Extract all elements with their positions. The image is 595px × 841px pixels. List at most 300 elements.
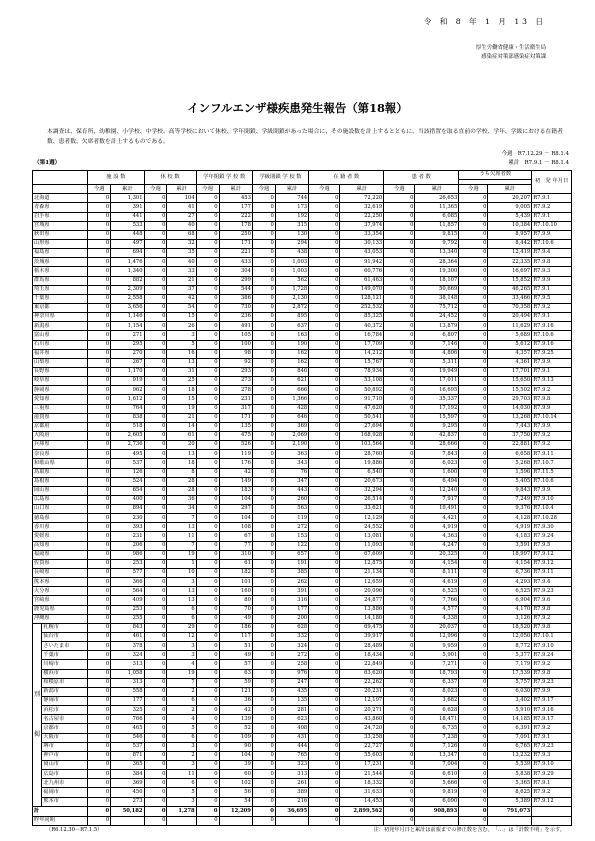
table-cell: 29,703: [488, 395, 532, 404]
table-cell: 0: [144, 194, 167, 203]
table-cell: 0: [309, 441, 340, 450]
table-cell: 0: [144, 706, 167, 715]
table-cell: 7,249: [488, 495, 532, 504]
table-cell: 7,126: [415, 742, 459, 751]
table-cell: 0: [309, 596, 340, 605]
table-cell: 0: [309, 669, 340, 678]
table-row: [33, 395, 572, 404]
table-cell: 0: [196, 797, 219, 806]
table-cell: 0: [309, 788, 340, 797]
table-cell: 0: [252, 212, 275, 221]
table-cell: 0: [459, 395, 488, 404]
table-cell: 24,552: [340, 523, 384, 532]
row-label: 佐賀県: [33, 559, 88, 568]
table-cell: 221: [219, 249, 252, 258]
table-cell: 1,340: [111, 267, 144, 276]
table-cell: 1,278: [167, 806, 196, 816]
table-cell: 104: [219, 495, 252, 504]
table-cell: 408: [275, 724, 308, 733]
header-cumulative: 累計: [219, 185, 252, 194]
table-cell: 0: [384, 486, 415, 495]
table-cell: 0: [459, 742, 488, 751]
table-cell: 0: [88, 267, 111, 276]
table-cell: 0: [88, 761, 111, 770]
table-cell: 18: [167, 459, 196, 468]
table-cell: 0: [384, 505, 415, 514]
table-cell: 0: [309, 294, 340, 303]
table-cell: 49: [219, 651, 252, 660]
first-date-cell: R7.11.5: [532, 468, 572, 477]
table-cell: 0: [309, 523, 340, 532]
table-cell: 0: [309, 322, 340, 331]
table-cell: 7,443: [488, 422, 532, 431]
table-cell: 0: [384, 687, 415, 696]
table-cell: 0: [459, 404, 488, 413]
table-cell: 0: [309, 678, 340, 687]
table-cell: 28: [167, 486, 196, 495]
table-cell: 63,620: [340, 669, 384, 678]
table-cell: 0: [88, 203, 111, 212]
table-cell: 0: [459, 258, 488, 267]
table-cell: 0: [88, 514, 111, 523]
table-cell: 273: [219, 377, 252, 386]
row-label: 名古屋市: [42, 715, 88, 724]
table-cell: 1,612: [111, 395, 144, 404]
table-cell: 0: [144, 303, 167, 312]
table-cell: 393: [111, 523, 144, 532]
table-cell: 0: [88, 459, 111, 468]
table-cell: 0: [88, 559, 111, 568]
table-cell: 0: [459, 230, 488, 239]
table-cell: 37,750: [488, 431, 532, 440]
table-cell: 0: [384, 761, 415, 770]
table-cell: 0: [459, 550, 488, 559]
table-cell: 69,475: [340, 623, 384, 632]
table-cell: 0: [144, 669, 167, 678]
table-cell: [111, 816, 144, 825]
table-cell: 0: [309, 779, 340, 788]
table-cell: 0: [309, 313, 340, 322]
table-cell: [340, 816, 384, 825]
table-cell: 0: [196, 413, 219, 422]
table-cell: 0: [88, 678, 111, 687]
table-cell: 19,300: [415, 267, 459, 276]
table-cell: 297: [219, 505, 252, 514]
table-cell: 0: [309, 486, 340, 495]
table-cell: 882: [111, 276, 144, 285]
table-cell: 0: [309, 816, 340, 825]
table-cell: 0: [252, 806, 275, 816]
table-cell: 260: [275, 495, 308, 504]
table-cell: 0: [144, 770, 167, 779]
header-sub-blank: [33, 185, 88, 194]
table-cell: 6,525: [415, 587, 459, 596]
table-cell: 0: [88, 724, 111, 733]
row-label: 兵庫県: [33, 441, 88, 450]
table-cell: 0: [384, 660, 415, 669]
table-cell: 0: [88, 733, 111, 742]
table-cell: 871: [111, 751, 144, 760]
first-date-cell: R7.9.2: [532, 431, 572, 440]
table-cell: 0: [459, 587, 488, 596]
table-cell: 5,612: [488, 340, 532, 349]
first-date-cell: R7.9.2: [532, 724, 572, 733]
table-cell: 0: [144, 797, 167, 806]
row-label: 岩手県: [33, 212, 88, 221]
table-cell: 236: [219, 313, 252, 322]
table-cell: 294: [275, 239, 308, 248]
table-cell: 0: [252, 358, 275, 367]
table-cell: 0: [252, 788, 275, 797]
table-cell: 0: [459, 505, 488, 514]
table-cell: 0: [309, 276, 340, 285]
table-cell: 0: [252, 614, 275, 623]
table-cell: 0: [144, 477, 167, 486]
table-cell: 0: [144, 779, 167, 788]
table-cell: 0: [384, 386, 415, 395]
first-date-cell: R7.9.9: [532, 687, 572, 696]
row-label: 札幌市: [42, 623, 88, 632]
table-row: [33, 541, 572, 550]
table-cell: 0: [252, 313, 275, 322]
table-cell: 0: [196, 569, 219, 578]
report-table: [32, 170, 572, 826]
table-cell: 0: [196, 367, 219, 376]
table-cell: 391: [111, 203, 144, 212]
table-cell: 4,170: [488, 605, 532, 614]
table-cell: 332: [275, 633, 308, 642]
table-cell: 0: [196, 267, 219, 276]
table-cell: 33,621: [340, 505, 384, 514]
first-date-cell: R7.9.2: [532, 203, 572, 212]
table-cell: 37,974: [340, 221, 384, 230]
table-cell: 0: [459, 303, 488, 312]
table-cell: 0: [384, 596, 415, 605]
row-label: 計: [33, 806, 88, 816]
row-label: 埼玉県: [33, 285, 88, 294]
table-cell: 12,875: [340, 559, 384, 568]
table-cell: 0: [144, 212, 167, 221]
table-cell: 3: [167, 761, 196, 770]
table-cell: 21: [167, 413, 196, 422]
header-this-week: 今週: [88, 185, 111, 194]
table-cell: 153: [275, 532, 308, 541]
first-date-cell: R7.10.1: [532, 633, 572, 642]
table-cell: 0: [459, 495, 488, 504]
table-cell: 12: [167, 633, 196, 642]
row-label: 山口県: [33, 505, 88, 514]
table-row: [33, 642, 572, 651]
table-cell: 29: [167, 623, 196, 632]
table-cell: 0: [459, 441, 488, 450]
table-cell: 0: [88, 523, 111, 532]
table-cell: 0: [196, 331, 219, 340]
table-cell: 0: [88, 313, 111, 322]
first-date-cell: R7.9.4: [532, 578, 572, 587]
table-cell: 0: [459, 203, 488, 212]
table-cell: 0: [144, 386, 167, 395]
table-cell: 0: [196, 349, 219, 358]
table-cell: 6,337: [415, 678, 459, 687]
row-label: 鳥取県: [33, 468, 88, 477]
week-tag: （第1週）: [34, 160, 61, 166]
table-cell: 0: [384, 514, 415, 523]
table-cell: 0: [459, 788, 488, 797]
table-cell: 11,629: [488, 322, 532, 331]
table-cell: 0: [252, 514, 275, 523]
table-cell: 0: [196, 386, 219, 395]
table-cell: 0: [88, 633, 111, 642]
table-row: [33, 779, 572, 788]
table-cell: 13,886: [340, 605, 384, 614]
table-cell: 4,919: [415, 523, 459, 532]
row-label: 福岡県: [33, 550, 88, 559]
row-label: 群馬県: [33, 276, 88, 285]
table-cell: 49: [219, 614, 252, 623]
table-row: [33, 623, 572, 632]
header-cumulative: 累計: [340, 185, 384, 194]
first-date-cell: R7.10.10: [532, 221, 572, 230]
table-cell: 1,058: [111, 669, 144, 678]
table-cell: 104: [219, 514, 252, 523]
table-cell: 0: [196, 788, 219, 797]
row-label: 大阪市: [42, 733, 88, 742]
table-cell: 0: [252, 578, 275, 587]
table-cell: 0: [309, 258, 340, 267]
table-cell: 5,838: [488, 770, 532, 779]
table-cell: 0: [196, 623, 219, 632]
table-row: [33, 422, 572, 431]
table-cell: 16,784: [340, 331, 384, 340]
table-cell: 0: [88, 413, 111, 422]
table-cell: 0: [196, 541, 219, 550]
table-cell: 838: [111, 413, 144, 422]
table-cell: 0: [459, 806, 488, 816]
table-cell: 50,892: [340, 386, 384, 395]
table-cell: 0: [384, 221, 415, 230]
first-date-cell: [532, 806, 572, 816]
table-cell: 5: [167, 724, 196, 733]
row-label: 相模原市: [42, 678, 88, 687]
table-cell: 15,852: [488, 276, 532, 285]
table-cell: 0: [144, 816, 167, 825]
row-label: 和歌山県: [33, 459, 88, 468]
table-cell: 0: [196, 276, 219, 285]
row-label: 愛媛県: [33, 532, 88, 541]
first-date-cell: R7.10.7: [532, 459, 572, 468]
table-cell: 0: [144, 495, 167, 504]
table-cell: 8,111: [415, 569, 459, 578]
table-cell: 654: [111, 486, 144, 495]
table-cell: 0: [384, 715, 415, 724]
table-cell: 0: [309, 267, 340, 276]
table-cell: 15,502: [488, 386, 532, 395]
row-label: 宮崎県: [33, 596, 88, 605]
row-label: 福井県: [33, 349, 88, 358]
table-cell: 7,917: [415, 495, 459, 504]
header-absent: うち欠席者数: [459, 171, 532, 180]
table-cell: 0: [252, 715, 275, 724]
table-cell: 6,658: [488, 450, 532, 459]
table-cell: 0: [252, 441, 275, 450]
first-date-cell: R7.9.1: [532, 779, 572, 788]
row-label: 京都府: [33, 422, 88, 431]
table-cell: 0: [252, 733, 275, 742]
table-cell: 231: [219, 395, 252, 404]
footer-note: 注：初発年月日と累計は前報までの修正数を含む。 「…」は「計数不明」を示す。: [373, 827, 565, 833]
table-cell: 0: [384, 788, 415, 797]
table-cell: 0: [88, 276, 111, 285]
table-cell: 0: [309, 203, 340, 212]
table-cell: 0: [144, 322, 167, 331]
table-cell: 6,085: [415, 212, 459, 221]
table-cell: 0: [144, 349, 167, 358]
table-cell: 67: [219, 532, 252, 541]
table-cell: 0: [252, 651, 275, 660]
table-cell: 85,325: [340, 313, 384, 322]
table-cell: 3: [167, 742, 196, 751]
table-cell: 0: [252, 249, 275, 258]
table-cell: 177: [275, 605, 308, 614]
row-label: 神戸市: [42, 751, 88, 760]
table-cell: 19,886: [340, 459, 384, 468]
header-cumulative: 累計: [111, 185, 144, 194]
table-cell: 0: [88, 221, 111, 230]
table-cell: 0: [88, 587, 111, 596]
table-cell: 0: [252, 532, 275, 541]
table-cell: 5,689: [488, 331, 532, 340]
table-cell: 0: [309, 633, 340, 642]
table-cell: 135: [219, 422, 252, 431]
row-label: 北九州市: [42, 779, 88, 788]
table-cell: 0: [309, 249, 340, 258]
table-row: [33, 742, 572, 751]
first-date-cell: R7.9.3: [532, 267, 572, 276]
row-label: 香川県: [33, 523, 88, 532]
table-cell: 8,772: [488, 642, 532, 651]
table-row: [33, 687, 572, 696]
first-date-cell: R7.10.6: [532, 477, 572, 486]
table-cell: 694: [111, 249, 144, 258]
first-date-cell: R7.9.17: [532, 715, 572, 724]
table-cell: [415, 816, 459, 825]
table-cell: 0: [384, 395, 415, 404]
table-cell: 6,765: [488, 742, 532, 751]
first-date-cell: R7.10.4: [532, 505, 572, 514]
table-cell: 80: [219, 596, 252, 605]
table-cell: 6: [167, 605, 196, 614]
table-cell: 52: [219, 724, 252, 733]
period-cumulative: 累計 R7.9.1 － R8.1.4: [508, 159, 569, 166]
table-cell: 524: [111, 477, 144, 486]
table-cell: 5,377: [488, 651, 532, 660]
table-cell: 409: [111, 596, 144, 605]
table-cell: 0: [144, 751, 167, 760]
table-cell: 24,720: [340, 724, 384, 733]
table-cell: 0: [459, 559, 488, 568]
table-cell: 100: [219, 340, 252, 349]
table-cell: 18,107: [415, 276, 459, 285]
table-cell: 8,625: [488, 788, 532, 797]
table-cell: 53,108: [340, 377, 384, 386]
table-cell: 50,669: [415, 285, 459, 294]
table-cell: 378: [111, 642, 144, 651]
table-cell: 191: [275, 559, 308, 568]
table-cell: 0: [252, 239, 275, 248]
first-date-cell: R7.9.1: [532, 733, 572, 742]
table-cell: 24,452: [415, 313, 459, 322]
table-cell: 18,332: [340, 779, 384, 788]
table-cell: 0: [144, 733, 167, 742]
table-row: [33, 660, 572, 669]
table-cell: 0: [196, 285, 219, 294]
table-row: [33, 724, 572, 733]
table-cell: 0: [309, 733, 340, 742]
table-cell: 101: [219, 578, 252, 587]
table-cell: 34: [167, 505, 196, 514]
table-row: [33, 431, 572, 440]
table-cell: 31: [167, 367, 196, 376]
table-cell: 231: [111, 532, 144, 541]
table-row: [33, 313, 572, 322]
table-row: [33, 349, 572, 358]
table-cell: 36: [219, 697, 252, 706]
table-cell: 324: [275, 642, 308, 651]
table-cell: 0: [309, 495, 340, 504]
table-cell: 11: [167, 770, 196, 779]
table-cell: 0: [309, 770, 340, 779]
table-cell: 0: [459, 358, 488, 367]
table-cell: 0: [196, 587, 219, 596]
table-row: [33, 633, 572, 642]
table-cell: 10,384: [488, 221, 532, 230]
first-date-cell: R7.9.1: [532, 212, 572, 221]
table-row: [33, 450, 572, 459]
table-cell: 186: [219, 623, 252, 632]
table-cell: 0: [88, 779, 111, 788]
table-cell: 0: [196, 614, 219, 623]
table-cell: 0: [88, 258, 111, 267]
first-date-cell: R7.9.4: [532, 249, 572, 258]
table-cell: 0: [309, 422, 340, 431]
table-cell: 4,421: [415, 514, 459, 523]
table-cell: 0: [144, 459, 167, 468]
table-cell: 13,340: [415, 249, 459, 258]
table-cell: 0: [196, 303, 219, 312]
table-cell: 0: [309, 797, 340, 806]
table-cell: 13,347: [415, 751, 459, 760]
table-cell: 104: [167, 194, 196, 203]
table-cell: 130: [275, 230, 308, 239]
table-cell: 7: [167, 678, 196, 687]
table-cell: 0: [459, 541, 488, 550]
table-cell: 22,881: [488, 441, 532, 450]
table-row: [33, 459, 572, 468]
table-cell: 0: [459, 569, 488, 578]
table-cell: 1,728: [275, 285, 308, 294]
table-cell: 0: [384, 367, 415, 376]
table-cell: 0: [459, 687, 488, 696]
row-label: 長崎県: [33, 569, 88, 578]
table-cell: 0: [384, 404, 415, 413]
table-cell: 4,363: [415, 532, 459, 541]
table-cell: 14,180: [340, 614, 384, 623]
table-cell: 637: [275, 322, 308, 331]
table-cell: 0: [196, 377, 219, 386]
table-cell: 10,491: [415, 505, 459, 514]
table-cell: 0: [196, 605, 219, 614]
table-cell: 270: [111, 349, 144, 358]
